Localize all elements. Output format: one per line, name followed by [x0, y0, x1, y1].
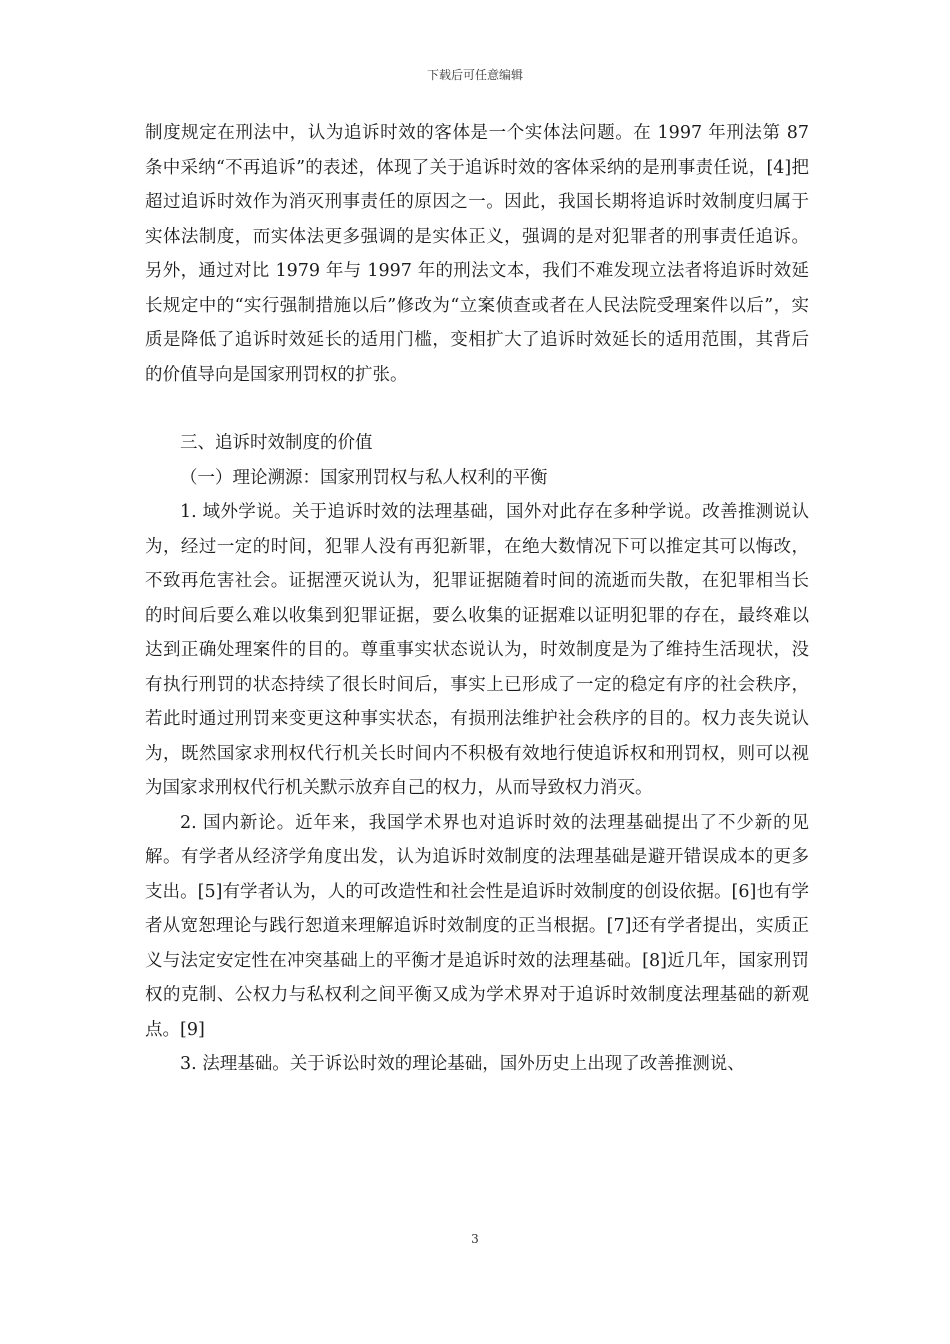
paragraph-foreign-theories: 1. 域外学说。关于追诉时效的法理基础，国外对此存在多种学说。改善推测说认为，经过一定的时间，犯罪人没有再犯新罪，在绝大数情况下可以推定其可以悔改，不致再危害社会。证据湮灭说认为，犯罪证据随着时间的流逝而失散，在犯罪相当长的时间后要么难以收集到犯罪证据，要么收集的证据难以证明犯罪的存在，最终难以达到正确处理案件的目的。尊重事实状态说认为，时效制度是为了维持生活现状，没有执行刑罚的状态持续了很长时间后，事实上已形成了一定的稳定有序的社会秩序，若此时通过刑罚来变更这种事实状态，有损刑法维护社会秩序的目的。权力丧失说认为，既然国家求刑权代行机关长时间内不积极有效地行使追诉权和刑罚权，则可以视为国家求刑权代行机关默示放弃自己的权力，从而导致权力消灭。 — [145, 502, 809, 798]
page-number: 3 — [471, 1232, 479, 1246]
paragraph-domestic-theories: 2. 国内新论。近年来，我国学术界也对追诉时效的法理基础提出了不少新的见解。有学者从经济学角度出发，认为追诉时效制度的法理基础是避开错误成本的更多支出。[5]有学者认为，人的可改造性和社会性是追诉时效制度的创设依据。[6]也有学者从宽恕理论与践行恕道来理解追诉时效制度的正当根据。[7]还有学者提出，实质正义与法定安定性在冲突基础上的平衡才是追诉时效的法理基础。[8]近几年，国家刑罚权的克制、公权力与私权利之间平衡又成为学术界对于追诉时效制度法理基础的新观点。[9] — [145, 812, 809, 1040]
paragraph-legal-basis: 3. 法理基础。关于诉讼时效的理论基础，国外历史上出现了改善推测说、 — [180, 1054, 745, 1074]
subsection-title: （一）理论溯源：国家刑罚权与私人权利的平衡 — [180, 467, 548, 488]
page-header-note: 下载后可任意编辑 — [426, 68, 523, 82]
paragraph-continuation: 制度规定在刑法中，认为追诉时效的客体是一个实体法问题。在 1997 年刑法第 87 条中采纳“不再追诉”的表述，体现了关于追诉时效的客体采纳的是刑事责任说，[4]把超过追诉时效作为消灭刑事责任的原因之一。因此，我国长期将追诉时效制度归属于实体法制度，而实体法更多强调的是实体正义，强调的是对犯罪者的刑事责任追诉。另外，通过对比 1979 年与 1997 年的刑法文本，我们不难发现立法者将追诉时效延长规定中的“实行强制措施以后”修改为“立案侦查或者在人民法院受理案件以后”，实质是降低了追诉时效延长的适用门槛，变相扩大了追诉时效延长的适用范围，其背后的价值导向是国家刑罚权的扩张。 — [145, 123, 809, 385]
section-title: 三、追诉时效制度的价值 — [180, 433, 373, 453]
document-body — [145, 116, 809, 1082]
